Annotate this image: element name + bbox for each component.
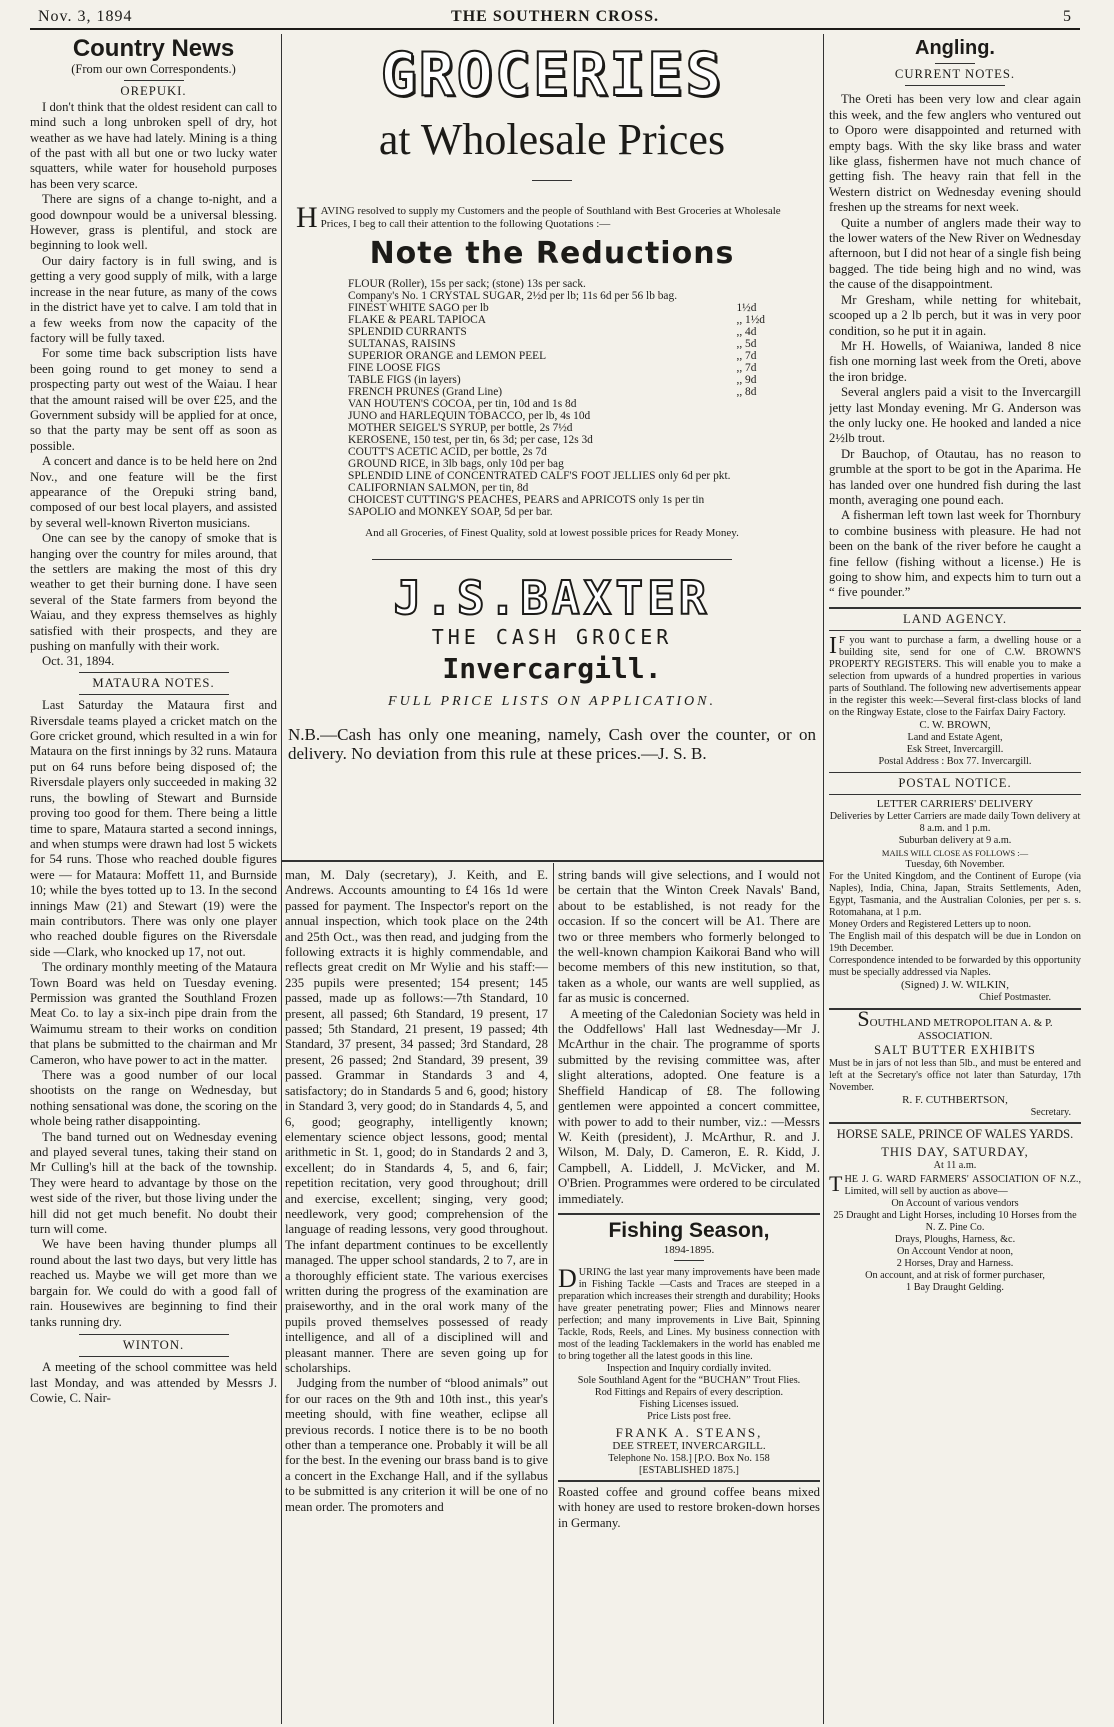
price-value: ,, 7d bbox=[736, 362, 757, 374]
orepuki-para: For some time back subscription lists have been going round to get money to send a prospecting party out west of the Waiau. I hear that the amount raised will be over £25, and the Government subsidy will be applied for at once, so that the party may be sent off as soon as possible. bbox=[30, 346, 277, 453]
angling-heading: Angling. bbox=[915, 37, 995, 59]
angling-para: Quite a number of anglers made their way to the lower waters of the New River on Wednesday afternoon, but I did not hear of a single fish being bagged. The tide being high and no wind, was the cause of the disappointment. bbox=[829, 215, 1081, 292]
coffee-para: Roasted coffee and ground coffee beans mixed with honey are used to restore broken-down horses in Germany. bbox=[558, 1484, 820, 1530]
separator bbox=[558, 1213, 820, 1215]
correspondence: Correspondence intended to be forwarded by this opportunity must be specially addressed via Naples. bbox=[829, 955, 1081, 979]
angling-para: Mr Gresham, while netting for whitebait, scooped up a 2 lb perch, but it was in very poor condition, so he put it in again. bbox=[829, 292, 1081, 338]
mataura-para: We have been having thunder plumps all round about the last two days, but very little has reached us. Maybe we will get more than we bargain for. We could do with a good fall of rain. Housewives are beginning to find their tanks running dry. bbox=[30, 1237, 277, 1329]
orepuki-para: There are signs of a change to-night, and a good downpour would be a universal blessing. However, grass is plentiful, and stock are beginning to look well. bbox=[30, 192, 277, 253]
drop-cap: S bbox=[857, 1006, 870, 1032]
price-value bbox=[730, 290, 764, 302]
winton-races: Judging from the number of “blood animals” out for our races on the 9th and 10th inst., this year's meeting should, with fine weather, eclipse all previous records. I notice there is to be no booth other than a temperance one. Probably it will be all for the best. In the evening our brass band is to give a concert in the Exchange Hall, and if the syllabus to be submitted is any criterion it will be one of no mean order. The promoters and bbox=[285, 1376, 548, 1514]
mataura-para: There was a good number of our local shootists on the range on Wednesday, but nothing sensational was done, the scoring on the whole being rather disappointing. bbox=[30, 1068, 277, 1129]
orepuki-title: OREPUKI. bbox=[120, 84, 187, 99]
angling-para: Mr H. Howells, of Waianiwa, landed 8 nice fish one morning last week from the Oreti, above the iron bridge. bbox=[829, 338, 1081, 384]
price-row bbox=[348, 278, 765, 290]
butter-body: Must be in jars of not less than 5lb., and must be entered and left at the Secretary's office not later than Saturday, 17th November. bbox=[829, 1058, 1081, 1094]
fishing-title: Fishing Season, bbox=[608, 1218, 770, 1242]
english-mail: The English mail of this despatch will be due in London on 19th December. bbox=[829, 931, 1081, 955]
fishing-licenses: Fishing Licenses issued. bbox=[639, 1398, 739, 1410]
price-value bbox=[730, 482, 764, 494]
groceries-ad bbox=[288, 36, 816, 856]
angling-para: The Oreti has been very low and clear again this week, and the few anglers who ventured out to Oporo were disappointed and returned with empty bags. With the sky like brass and water like glass, fishermen have not much chance of getting fish. The heavy rain that fell in the Western district on Wednesday evening should freshen up the streams for next week. bbox=[829, 92, 1081, 215]
price-row bbox=[348, 362, 765, 374]
uk-mail: For the United Kingdom, and the Continent of Europe (via Naples), India, China, Japan, Straits Settlements, Aden, Egypt, Tasmania, and the Australian Colonies, per per s. s. Rotomahana, at 1 p.m. bbox=[829, 871, 1081, 919]
nb-cash: N.B.—Cash has only one meaning, namely, Cash over the counter, or on delivery. No deviation from this rule at these prices.—J. S. B. bbox=[288, 725, 816, 764]
account-1: On Account of various vendors bbox=[891, 1198, 1019, 1210]
separator bbox=[829, 630, 1081, 631]
intro-body: AVING resolved to supply my Customers and the people of Southland with Best Groceries at Wholesale Prices, I beg to call their attention to the following Quotations :— bbox=[320, 205, 781, 230]
winton-title: WINTON. bbox=[122, 1337, 185, 1352]
account-4: On Account Vendor at noon, bbox=[896, 1246, 1014, 1258]
separator bbox=[372, 559, 732, 560]
separator bbox=[79, 1334, 229, 1335]
price-item: CALIFORNIAN SALMON, per tin, 8d bbox=[348, 482, 529, 494]
price-value bbox=[730, 458, 764, 470]
orepuki-date: Oct. 31, 1894. bbox=[42, 654, 115, 669]
price-value bbox=[730, 410, 764, 422]
horse-sale: HORSE SALE, PRINCE OF WALES YARDS. bbox=[836, 1126, 1074, 1141]
mails-close: MAILS WILL CLOSE AS FOLLOWS :— bbox=[881, 848, 1029, 859]
orepuki-para: Our dairy factory is in full swing, and is getting a very good supply of milk, with a large increase in the near future, as many of the cows in the district have yet to calve. I am told that in a few weeks from now the capacity of the factory will be fully taxed. bbox=[30, 253, 277, 345]
price-value bbox=[730, 278, 764, 290]
salt-butter: SALT BUTTER EXHIBITS bbox=[874, 1042, 1036, 1057]
mataura-para: The band turned out on Wednesday evening and played several tunes, taking their stand on Mr Culling's hill at the back of the township. They were heard to advantage by those on the west side of the river, but those living under the hill did not get much benefit. No doubt their turn will come. bbox=[30, 1129, 277, 1237]
frank-steans: FRANK A. STEANS, bbox=[615, 1424, 763, 1440]
account-3: Drays, Ploughs, Harness, &c. bbox=[894, 1234, 1016, 1246]
price-list bbox=[348, 278, 765, 518]
all-groceries-note: And all Groceries, of Finest Quality, sold at lowest possible prices for Ready Money. bbox=[365, 527, 739, 539]
price-value: ,, 7d bbox=[736, 350, 757, 362]
price-item: SULTANAS, RAISINS bbox=[348, 338, 456, 350]
price-value: ,, 9d bbox=[736, 374, 757, 386]
price-item: SPLENDID LINE of CONCENTRATED CALF'S FOOT JELLIES only 6d per pkt. bbox=[348, 470, 731, 482]
separator bbox=[532, 180, 572, 181]
separator bbox=[829, 794, 1081, 795]
separator bbox=[829, 1122, 1081, 1124]
fishing-body bbox=[558, 1263, 820, 1363]
price-value: ,, 4d bbox=[736, 326, 757, 338]
secretary: Secretary. bbox=[1030, 1106, 1071, 1118]
price-value bbox=[730, 494, 764, 506]
money-orders: Money Orders and Registered Letters up to noon. bbox=[829, 919, 1032, 931]
separator bbox=[79, 694, 229, 695]
signed-wilkin: (Signed) J. W. WILKIN, bbox=[901, 979, 1009, 992]
angling-para: Dr Bauchop, of Otautau, has no reason to grumble at the sport to be got in the Aparima. He has landed over one hundred fish during the last month, averaging one pound each. bbox=[829, 446, 1081, 507]
intro-text bbox=[296, 201, 808, 234]
issue-date: Nov. 3, 1894 bbox=[38, 8, 133, 25]
orepuki-para: A concert and dance is to be held here on 2nd Nov., and one feature will be the first appearance of the Orepuki string band, composed of our best local players, and assisted by several well-known Riverton musicians. bbox=[30, 454, 277, 530]
fishing-rods: Rod Fittings and Repairs of every description. bbox=[594, 1386, 784, 1398]
this-day: THIS DAY, SATURDAY, bbox=[881, 1144, 1029, 1159]
orepuki-para: I don't think that the oldest resident can call to mind such a long unbroken spell of dry, hot weather as we have had lately. Mining is a thing of the past with all but one or two lucky water squatters, while water for household purposes has been very scarce. bbox=[30, 99, 277, 191]
separator bbox=[79, 1356, 229, 1357]
separator bbox=[124, 80, 184, 81]
separator bbox=[905, 85, 1005, 86]
jg-text: HE J. G. WARD FARMERS' ASSOCIATION OF N.Z., Limited, will sell by auction as above— bbox=[844, 1174, 1081, 1198]
letter-carriers: LETTER CARRIERS' DELIVERY bbox=[876, 798, 1034, 811]
chief-postmaster: Chief Postmaster. bbox=[979, 992, 1051, 1004]
price-row bbox=[348, 350, 765, 362]
price-item: CHOICEST CUTTING'S PEACHES, PEARS and APRICOTS only 1s per tin bbox=[348, 494, 705, 506]
price-item: VAN HOUTEN'S COCOA, per tin, 10d and 1s 8d bbox=[348, 398, 577, 410]
mataura-para: The ordinary monthly meeting of the Mataura Town Board was held on Tuesday evening. Permission was granted the Southland Frozen Meat Co. to lay a six-inch pipe drain from the Waimumu stream to their works on condition that plans be submitted to the chairman and Mr Cameron, who have power to act in the matter. bbox=[30, 960, 277, 1067]
price-lists: FULL PRICE LISTS ON APPLICATION. bbox=[388, 693, 716, 709]
separator bbox=[674, 1260, 704, 1261]
price-row bbox=[348, 470, 765, 482]
fishing-pricelists: Price Lists post free. bbox=[647, 1410, 731, 1422]
drop-cap: T bbox=[829, 1171, 843, 1197]
separator bbox=[935, 63, 975, 64]
winton-continued: man, M. Daly (secretary), J. Keith, and E. Andrews. Accounts amounting to £4 16s 1d were passed for payment. The Inspector's report on the annual inspection, which took place on the 24th and 25th Oct., was then read, and judging from the following extracts it is highly commendable, and reflects great credit on Mr Wylie and his staff:—235 pupils were presented; 154 present; 145 passed, made up as follows:—7th Standard, 10 present, all passed; 6th Standard, 19 present, 17 passed; 5th Standard, 21 present, 19 passed; 4th Standard, 37 present, 34 passed; 3rd Standard, 28 present, 26 passed; 2nd Standard, 39 present, 39 passed. Grammar in Standards 3 and 4, satisfactory; do in Standards 5 and 6, good; history in Standard 3, very good; do in Standards 4, 5, and 6, good; geography, intelligently known; elementary science object lessons, good; mental arithmetic in St. 1, good; do in Standards 2 and 3, excellent; do in Standards 4, 5, and 6, fair; repetition recitation, very good throughout; drill and exercise, excellent; singing, very good; needlework, very good; comprehension of the language of reading lessons, very good throughout. The infant department continues to be excellently managed. The upper school standards, 2 to 7, are in a thoroughly efficient state. The various exercises written during the progress of the examination are praiseworthy, and in the oral work many of the pupils proved themselves possessed of ready intelligence, and all of a disciplined will and pleasant manner. There are seven going up for scholarships. bbox=[285, 868, 548, 1375]
caledonian-para: A meeting of the Caledonian Society was held in the Oddfellows' Hall last Wednesday—Mr J. McArthur in the chair. The programme of sports submitted by the revising committee was, after slight alterations, adopted. One feature is a Sheffield Handicap of £8. The following gentlemen were appointed a concert committee, with power to add to their number, viz.: —Messrs W. Keith (president), J. McArthur, R. and J. Wilson, M. Daly, D. Cameron, E. R. Kidd, J. Campbell, A. Liddell, J. McVicker, and M. O'Brien. Programmes were ordered to be circulated immediately. bbox=[558, 1006, 820, 1206]
price-value bbox=[730, 470, 764, 482]
drop-cap: H bbox=[296, 201, 318, 234]
price-item: GROUND RICE, in 3lb bags, only 10d per bag bbox=[348, 458, 564, 470]
mataura-title: MATAURA NOTES. bbox=[92, 675, 215, 690]
price-row bbox=[348, 410, 765, 422]
price-value: 1½d bbox=[736, 302, 757, 314]
correspondents-subtitle: (From our own Correspondents.) bbox=[71, 62, 236, 76]
esk-street: Esk Street, Invercargill. bbox=[906, 744, 1004, 756]
column-rule bbox=[823, 34, 824, 1724]
separator bbox=[829, 607, 1081, 609]
groceries-title: GROCERIES bbox=[380, 40, 724, 110]
price-row bbox=[348, 506, 765, 518]
account-5: 2 Horses, Dray and Harness. bbox=[896, 1258, 1014, 1270]
price-item: KEROSENE, 150 test, per tin, 6s 3d; per case, 12s 3d bbox=[348, 434, 593, 446]
at-11: At 11 a.m. bbox=[933, 1160, 977, 1172]
land-agent: Land and Estate Agent, bbox=[907, 732, 1003, 744]
price-item: SPLENDID CURRANTS bbox=[348, 326, 467, 338]
smpa-text: OUTHLAND METROPOLITAN A. & P. ASSOCIATION. bbox=[869, 1017, 1053, 1042]
price-item: FRENCH PRUNES (Grand Line) bbox=[348, 386, 503, 398]
dee-street: DEE STREET, INVERCARGILL. bbox=[612, 1440, 766, 1453]
baxter-name: J.S.BAXTER bbox=[393, 571, 711, 626]
price-value bbox=[730, 422, 764, 434]
separator bbox=[829, 772, 1081, 773]
column-rule bbox=[281, 34, 282, 1724]
price-item: FLAKE & PEARL TAPIOCA bbox=[348, 314, 486, 326]
price-item: SUPERIOR ORANGE and LEMON PEEL bbox=[348, 350, 547, 362]
deliveries: Deliveries by Letter Carriers are made daily Town delivery at 8 a.m. and 1 p.m. bbox=[829, 811, 1081, 835]
price-item: MOTHER SEIGEL'S SYRUP, per bottle, 2s 7½d bbox=[348, 422, 573, 434]
wholesale-subtitle: at Wholesale Prices bbox=[378, 115, 726, 164]
price-row bbox=[348, 482, 765, 494]
jg-ward bbox=[829, 1171, 1081, 1198]
invercargill: Invercargill. bbox=[442, 651, 662, 685]
ad-bottom-rule bbox=[281, 860, 823, 862]
separator bbox=[79, 672, 229, 673]
cw-brown: C. W. BROWN, bbox=[919, 719, 991, 732]
price-value: ,, 8d bbox=[736, 386, 757, 398]
price-value bbox=[730, 434, 764, 446]
mataura-para: Last Saturday the Mataura first and Riversdale teams played a cricket match on the Gore cricket ground, which resulted in a win for Mataura on the first innings by 32 runs. Mataura put on 64 runs before being disposed of; the Riversdale players only succeeded in making 32 runs, the bowling of Stewart and Burnside proving too good for them. There being a little time to spare, Mataura started a second innings, and when stumps were drawn had lost 5 wickets for 54 runs. Those who reached double figures were — for Mataura: Moffett 11, and Burnside 10; while the byes totted up to 13. In the second innings Maw (21) and Stewart (19) were the main contributors. There was only one player who reached double figures on the Riversdale side —Clark, who knocked up 17, not out. bbox=[30, 698, 277, 959]
price-row bbox=[348, 398, 765, 410]
price-row bbox=[348, 374, 765, 386]
fishing-agent: Sole Southland Agent for the “BUCHAN” Trout Flies. bbox=[577, 1374, 801, 1386]
suburban: Suburban delivery at 9 a.m. bbox=[898, 835, 1012, 847]
angling-column bbox=[829, 36, 1081, 1726]
account-6: On account, and at risk of former purchaser, bbox=[865, 1270, 1045, 1282]
drop-cap: I bbox=[829, 633, 837, 660]
masthead bbox=[30, 6, 1080, 30]
price-row bbox=[348, 422, 765, 434]
price-row bbox=[348, 302, 765, 314]
price-row bbox=[348, 446, 765, 458]
orepuki-para: One can see by the canopy of smoke that is hanging over the country for miles around, that the settlers are making the most of this dry weather to get their burning done. I have seen several of the State farmers from beyond the Waiau, and they express themselves as highly satisfied with their prospects, and they are pushing on manfully with their work. bbox=[30, 531, 277, 654]
current-notes: CURRENT NOTES. bbox=[894, 67, 1016, 81]
country-news-column bbox=[30, 36, 277, 1726]
winton-para: A meeting of the school committee was held last Monday, and was attended by Messrs J. Cowie, C. Nair- bbox=[30, 1360, 277, 1406]
price-row bbox=[348, 326, 765, 338]
winton-continued-column bbox=[285, 868, 548, 1724]
drop-cap: D bbox=[558, 1263, 577, 1293]
bands-column bbox=[558, 868, 820, 1724]
price-item: SAPOLIO and MONKEY SOAP, 5d per bar. bbox=[348, 506, 553, 518]
price-row bbox=[348, 386, 765, 398]
price-value bbox=[730, 446, 764, 458]
price-row bbox=[348, 290, 765, 302]
price-item: JUNO and HARLEQUIN TOBACCO, per lb, 4s 10d bbox=[348, 410, 591, 422]
price-row bbox=[348, 338, 765, 350]
price-item: TABLE FIGS (in layers) bbox=[348, 374, 461, 386]
price-value bbox=[730, 506, 764, 518]
account-2: 25 Draught and Light Horses, including 10 Horses from the N. Z. Pine Co. bbox=[833, 1210, 1077, 1234]
land-text: F you want to purchase a farm, a dwelling house or a building site, send for one of C.W. BROWN'S PROPERTY REGISTERS. This will enable you to make a selection from upwards of a hundred properties in various parts of Southland. The following new advertisements appear in the register this week:—Several first-class blocks of land on the Ringway Estate, close to the Fairfax Dairy Factory. bbox=[829, 635, 1081, 719]
rf-cuthbertson: R. F. CUTHBERTSON, bbox=[902, 1094, 1008, 1107]
page-number: 5 bbox=[1063, 8, 1072, 25]
postal-address: Postal Address : Box 77. Invercargill. bbox=[878, 756, 1032, 768]
price-row bbox=[348, 494, 765, 506]
established: [ESTABLISHED 1875.] bbox=[639, 1464, 739, 1476]
land-agency-body bbox=[829, 635, 1081, 719]
account-7: 1 Bay Draught Gelding. bbox=[906, 1282, 1004, 1294]
fishing-text: URING the last year many improvements have been made in Fishing Tackle —Casts and Traces are steeped in a preparation which increases their strength and durability; Hooks have greater penetrating power; Flies and Minnows nearer perfection; and many improvements in Live Bait, Spinning Tackle, Rods, Reels, and Lines. My business connection with most of the leading Tacklemakers in the world has enabled me to bring together all the latest goods in this line. bbox=[558, 1266, 820, 1362]
price-item: FLOUR (Roller), 15s per sack; (stone) 13s per sack. bbox=[348, 278, 586, 290]
price-item: COUTT'S ACETIC ACID, per bottle, 2s 7d bbox=[348, 446, 547, 458]
cash-grocer: THE CASH GROCER bbox=[431, 625, 673, 650]
price-row bbox=[348, 434, 765, 446]
note-reductions: Note the Reductions bbox=[369, 236, 735, 271]
price-item: Company's No. 1 CRYSTAL SUGAR, 2½d per lb; 11s 6d per 56 lb bag. bbox=[348, 290, 678, 302]
column-rule bbox=[553, 863, 554, 1724]
land-agency-title: LAND AGENCY. bbox=[902, 611, 1008, 626]
price-value bbox=[730, 398, 764, 410]
price-value: ,, 1½d bbox=[736, 314, 765, 326]
angling-para: Several anglers paid a visit to the Invercargill jetty last Monday evening. Mr G. Anderson was the only lucky one. He hooked and landed a nice 2½lb trout. bbox=[829, 385, 1081, 446]
smpa-heading bbox=[829, 1006, 1081, 1043]
postal-notice: POSTAL NOTICE. bbox=[898, 776, 1012, 791]
bands-para: string bands will give selections, and I would not be certain that the Winton Creek Navals' Band, about to be established, is not ready for the occasion. If so the concert will be A1. There are two or three members who formerly belonged to the well-known champion Kaikorai Band who will become members of this new institution, so that, taken as a whole, our wants are well supplied, as far as music is concerned. bbox=[558, 868, 820, 1006]
tuesday: Tuesday, 6th November. bbox=[905, 859, 1005, 871]
separator bbox=[558, 1480, 820, 1482]
fishing-years: 1894-1895. bbox=[663, 1243, 715, 1256]
paper-title: THE SOUTHERN CROSS. bbox=[451, 8, 659, 25]
telephone: Telephone No. 158.] [P.O. Box No. 158 bbox=[608, 1452, 770, 1464]
price-value: ,, 5d bbox=[736, 338, 757, 350]
price-row bbox=[348, 458, 765, 470]
country-news-heading: Country News bbox=[72, 36, 235, 62]
price-row bbox=[348, 314, 765, 326]
angling-para: A fisherman left town last week for Thornbury to combine business with pleasure. He had not been on the bank of the river before he caught a fine fellow (fishing without a license.) He is going to show him, and expects him to turn out a “ five pounder.” bbox=[829, 508, 1081, 600]
fishing-inspection: Inspection and Inquiry cordially invited. bbox=[606, 1362, 772, 1374]
price-item: FINEST WHITE SAGO per lb bbox=[348, 302, 489, 314]
price-item: FINE LOOSE FIGS bbox=[348, 362, 441, 374]
